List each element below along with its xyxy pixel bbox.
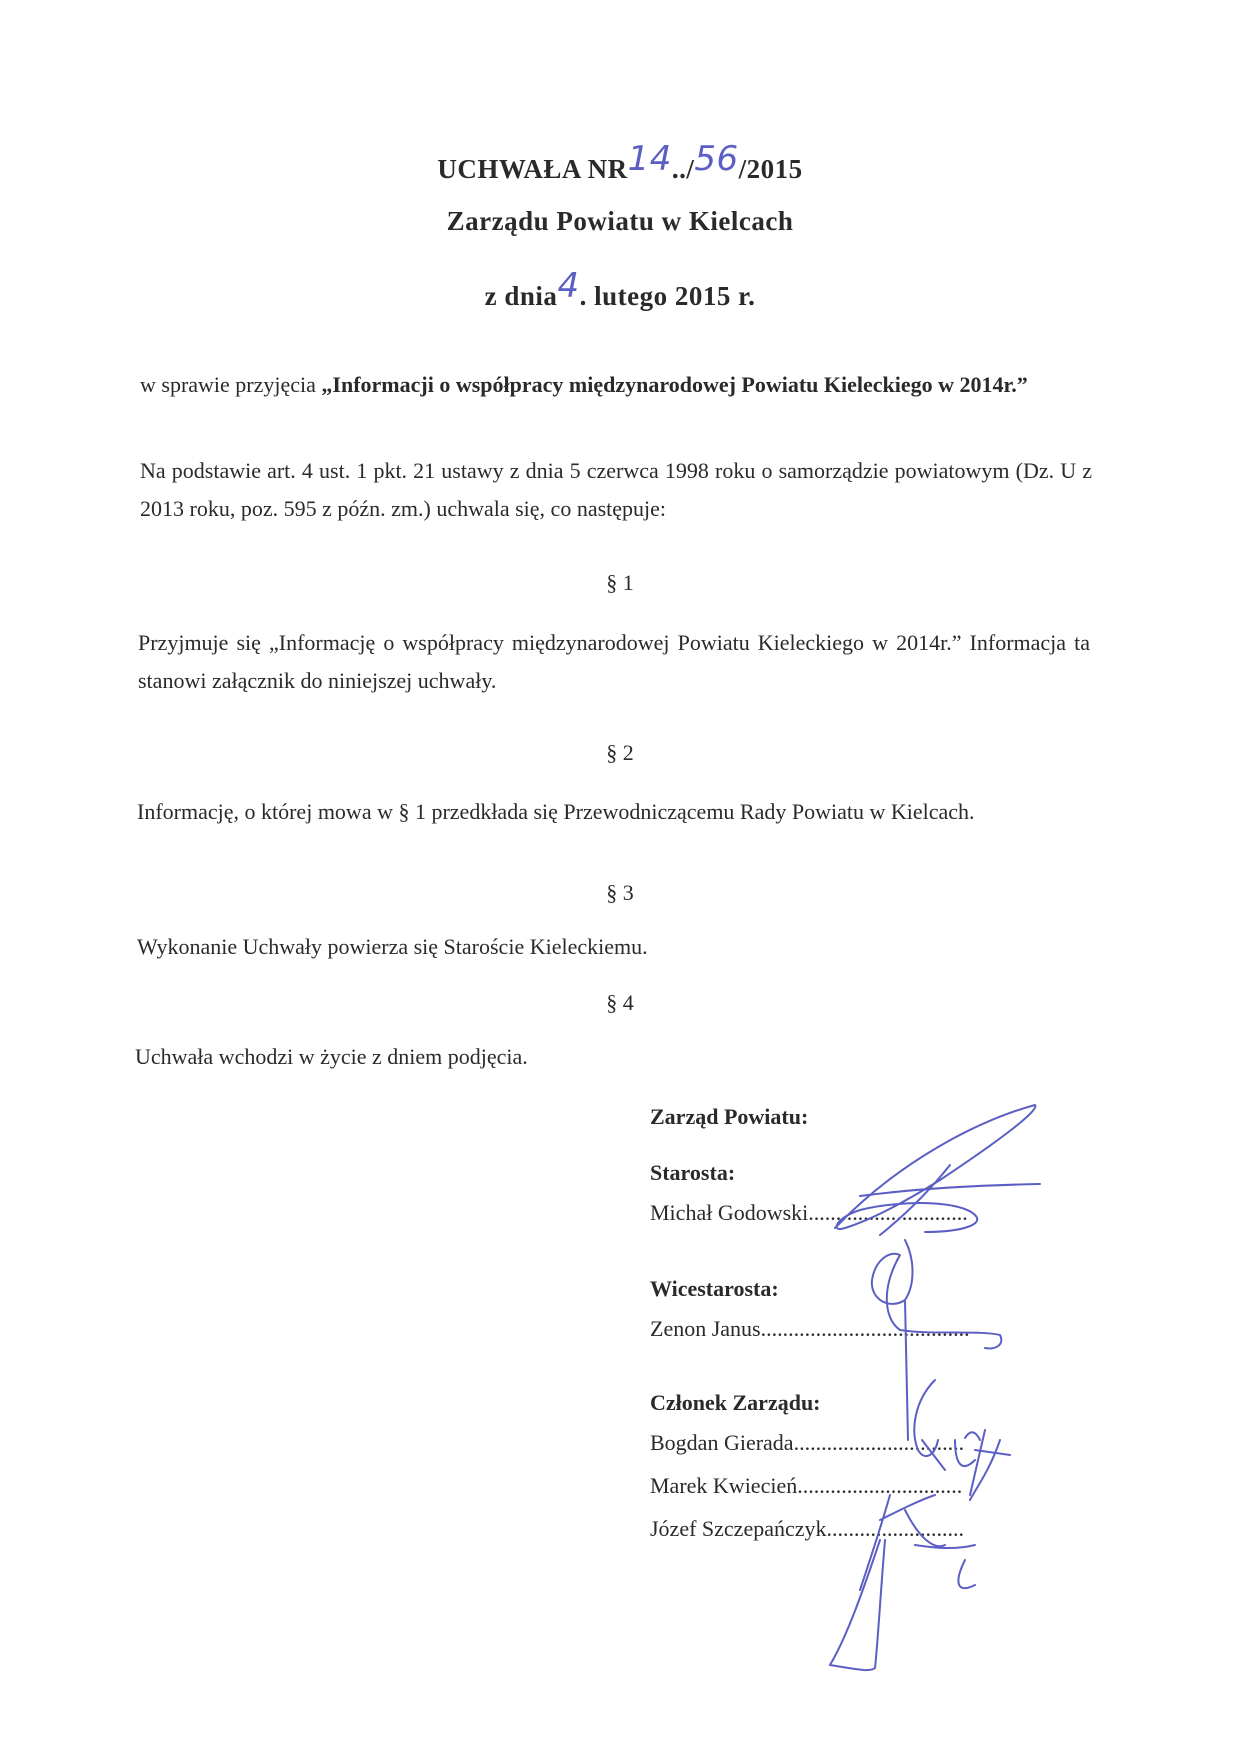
section-4-mark: § 4 <box>606 990 634 1015</box>
wicestarosta-name: Zenon Janus <box>650 1316 761 1341</box>
section-2-text: Informację, o której mowa w § 1 przedkłada się Przewodniczącemu Rady Powiatu w Kielcach. <box>137 799 975 824</box>
member-name: Marek Kwiecień <box>650 1473 798 1498</box>
handwritten-day: 4 <box>557 266 580 306</box>
signature-dots: .............................. <box>797 1473 963 1498</box>
member-line-2 <box>650 1473 962 1499</box>
wicestarosta-line <box>650 1316 970 1342</box>
wicestarosta-label: Wicestarosta: <box>650 1276 779 1301</box>
signature-kwiecien <box>860 1495 945 1590</box>
member-line-3 <box>650 1516 964 1542</box>
legal-basis: Na podstawie art. 4 ust. 1 pkt. 21 ustawy z dnia 5 czerwca 1998 roku o samorządzie powiatowym (Dz. U z 2013 roku, poz. 595 z późn. zm.) uchwala się, co następuje: <box>140 458 1092 521</box>
section-1-text: Przyjmuje się „Informację o współpracy międzynarodowej Powiatu Kieleckiego w 2014r.” Informacja ta stanowi załącznik do niniejszej uchwały. <box>138 630 1090 693</box>
member-line-1 <box>650 1430 964 1456</box>
signature-dots: ............................... <box>793 1430 965 1455</box>
section-2-mark: § 2 <box>606 740 634 765</box>
board-name: Zarządu Powiatu w Kielcach <box>446 206 794 236</box>
section-1-mark: § 1 <box>606 570 634 595</box>
starosta-label: Starosta: <box>650 1160 736 1185</box>
member-name: Bogdan Gierada <box>650 1430 794 1455</box>
resolution-subject: w sprawie przyjęcia „Informacji o współpracy międzynarodowej Powiatu Kieleckiego w 2014r.” <box>140 372 1028 397</box>
signature-dots: ............................. <box>808 1200 968 1225</box>
members-label: Członek Zarządu: <box>650 1390 821 1415</box>
resolution-title: UCHWAŁA NR14../56/2015 <box>437 139 803 184</box>
signature-szczepanczyk <box>830 1540 975 1670</box>
handwritten-number-2: 56 <box>694 139 739 179</box>
starosta-line <box>650 1200 968 1226</box>
member-name: Józef Szczepańczyk <box>650 1516 827 1541</box>
resolution-date: z dnia4. lutego 2015 r. <box>484 266 756 311</box>
signature-dots: ...................................... <box>760 1316 970 1341</box>
section-3-mark: § 3 <box>606 880 634 905</box>
handwritten-number-1: 14 <box>627 139 672 179</box>
board-heading: Zarząd Powiatu: <box>650 1104 809 1129</box>
section-4-text: Uchwała wchodzi w życie z dniem podjęcia. <box>135 1044 528 1069</box>
section-3-text: Wykonanie Uchwały powierza się Staroście Kieleckiemu. <box>137 934 648 959</box>
starosta-name: Michał Godowski <box>650 1200 809 1225</box>
signature-dots: ......................... <box>826 1516 965 1541</box>
